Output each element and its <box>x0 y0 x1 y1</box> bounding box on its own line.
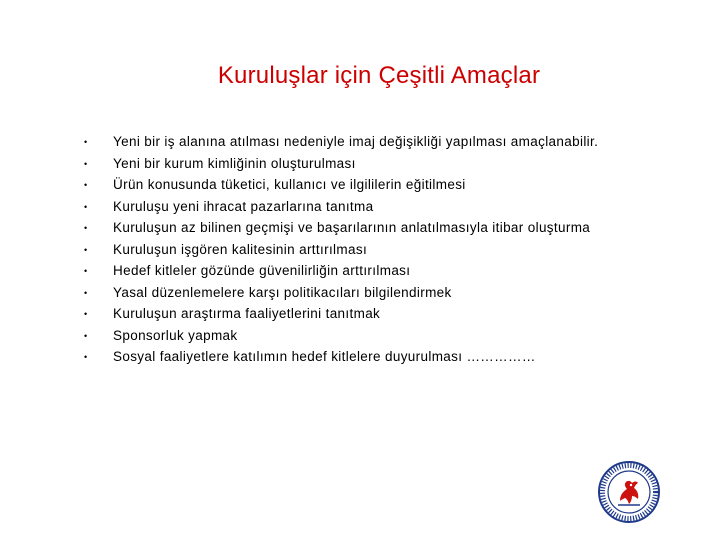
list-item <box>84 306 704 328</box>
list-item <box>84 349 704 371</box>
bullet-icon: • <box>84 201 88 212</box>
list-item-text: Kuruluşun az bilinen geçmişi ve başarılarının anlatılmasıyla itibar oluşturma <box>113 220 591 235</box>
bullet-icon: • <box>84 266 88 276</box>
list-item <box>84 199 704 221</box>
list-item <box>84 220 704 242</box>
bullet-icon: • <box>84 244 88 255</box>
list-item <box>84 156 704 178</box>
bullet-icon: • <box>84 330 88 341</box>
bullet-icon: • <box>84 223 88 233</box>
list-item-text: Yeni bir kurum kimliğinin oluşturulması <box>113 155 356 171</box>
list-item-text: Kuruluşun işgören kalitesinin arttırılması <box>113 241 368 257</box>
list-item-text: Yeni bir iş alanına atılması nedeniyle imaj değişikliği yapılması amaçlanabilir. <box>113 134 599 149</box>
bullet-icon: • <box>84 180 88 190</box>
list-item-text: Sosyal faaliyetlere katılımın hedef kitlelere duyurulması …………… <box>113 349 536 364</box>
list-item <box>84 177 704 199</box>
list-item-text: Hedef kitleler gözünde güvenilirliğin arttırılması <box>113 263 411 278</box>
list-item-text: Ürün konusunda tüketici, kullanıcı ve ilgililerin eğitilmesi <box>113 177 466 192</box>
list-item-text: Kuruluşu yeni ihracat pazarlarına tanıtma <box>113 198 374 214</box>
list-item <box>84 263 704 285</box>
list-item <box>84 328 704 350</box>
bullet-icon: • <box>84 287 88 298</box>
bullet-icon: • <box>84 352 88 362</box>
bullet-icon: • <box>84 158 88 169</box>
list-item <box>84 285 704 307</box>
bullet-icon: • <box>84 309 88 319</box>
slide-title: Kuruluşlar için Çeşitli Amaçlar <box>217 62 541 89</box>
list-item-text: Kuruluşun araştırma faaliyetlerini tanıtmak <box>113 306 381 321</box>
bullet-icon: • <box>84 137 88 147</box>
list-item-text: Yasal düzenlemelere karşı politikacıları bilgilendirmek <box>113 284 452 300</box>
list-item <box>84 134 704 156</box>
list-item-text: Sponsorluk yapmak <box>113 327 238 343</box>
list-item <box>84 242 704 264</box>
bullet-list <box>84 134 704 371</box>
university-seal-icon <box>598 461 660 523</box>
